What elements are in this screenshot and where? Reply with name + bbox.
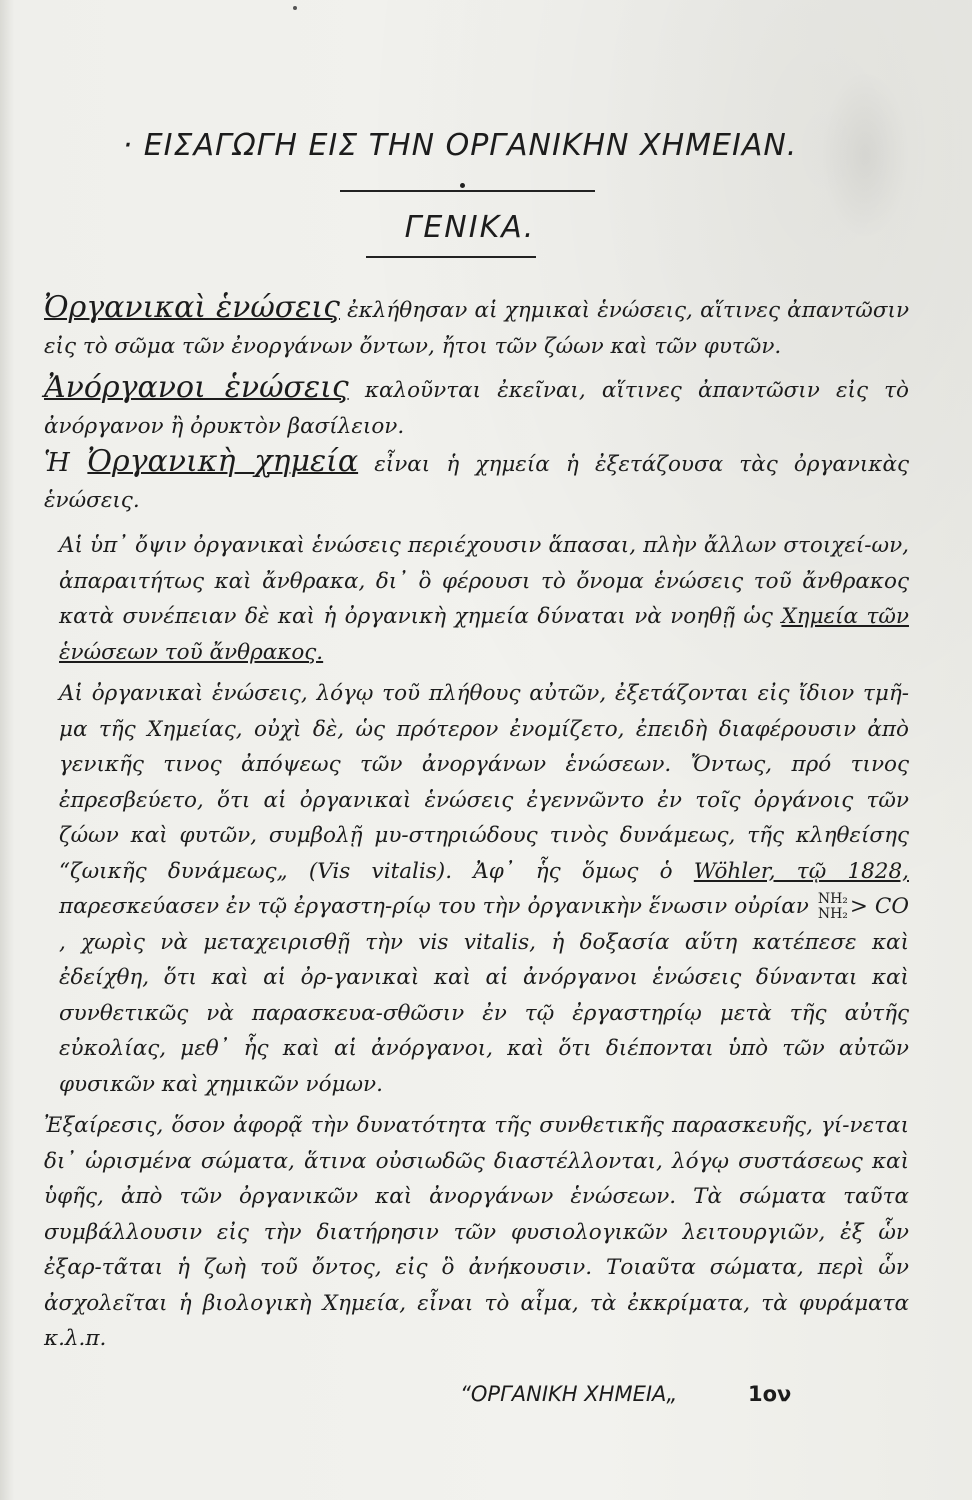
- footer: [460, 1382, 880, 1406]
- paragraph-lead: Ἡ: [44, 448, 88, 478]
- paragraph-organic-compounds: [4, 290, 909, 364]
- page-number: 1ον: [748, 1382, 792, 1406]
- underlined-phrase: Χημεία τῶν ἑνώσεων τοῦ ἄνθρακος.: [59, 604, 909, 665]
- paragraph-text: , χωρὶς νὰ μεταχειρισθῇ τὴν vis vitalis, ἡ δοξασία αὕτη κατέπεσε καὶ ἐδείχθη, ὅτι καὶ αἱ ὀρ-γανικαὶ καὶ αἱ ἀνόργανοι ἑνώσεις δύνανται καὶ συνθετικῶς νὰ παρασκευα-σθῶσιν ἐν τῷ ἐργαστηρίῳ μετὰ τῆς αὐτῆς εὐκολίας, μεθ᾽ ἧς καὶ αἱ ἀνόργανοι, καὶ ὅτι διέπονται ὑπὸ τῶν αὐτῶν φυσικῶν καὶ χημικῶν νόμων.: [59, 929, 909, 1097]
- paragraph-organic-chemistry: [4, 444, 909, 518]
- document-body: [4, 290, 909, 1357]
- section-heading: ΓΕΝΙΚΑ.: [404, 210, 536, 245]
- page-title: · ΕΙΣΑΓΩΓΗ ΕΙΣ ΤΗΝ ΟΡΓΑΝΙΚΗΝ ΧΗΜΕΙΑΝ.: [122, 128, 798, 163]
- paragraph-exceptions: [4, 1108, 909, 1357]
- paragraph-history: [4, 676, 909, 1102]
- term-organic-compounds: Ὀργανικαὶ ἑνώσεις: [44, 290, 340, 325]
- paragraph-text: ἐκλήθησαν αἱ χημικαὶ ἑνώσεις, αἵτινες ἀπαντῶσιν εἰς τὸ σῶμα τῶν ἐνοργάνων ὄντων, ἤτοι τῶν ζώων καὶ τῶν φυτῶν.: [44, 298, 910, 359]
- footer-label: “ΟΡΓΑΝΙΚΗ ΧΗΜΕΙΑ„: [460, 1382, 678, 1406]
- urea-formula: [818, 892, 848, 922]
- term-organic-chemistry: Ὀργανικὴ χημεία: [87, 444, 359, 479]
- paper-stain: [820, 70, 910, 240]
- ink-dot: [293, 6, 297, 10]
- underlined-wohler: Wöhler, τῷ 1828,: [693, 858, 909, 884]
- paragraph-text: εἶναι ἡ χημεία ἡ ἐξετάζουσα τὰς ὀργανικὰς ἑνώσεις.: [44, 452, 910, 513]
- formula-right: > CO: [849, 894, 909, 919]
- paragraph-text: Αἱ ὀργανικαὶ ἑνώσεις, λόγῳ τοῦ πλήθους αὐτῶν, ἐξετάζονται εἰς ἴδιον τμῆ-μα τῆς Χημείας, οὐχὶ δὲ, ὡς πρότερον ἐνομίζετο, ἐπειδὴ διαφέρουσιν ἀπὸ γενικῆς τινος ἀπόψεως τῶν ἀνοργάνων ἑνώσεων. Ὄντως, πρό τινος ἐπρεσβεύετο, ὅτι αἱ ὀργανικαὶ ἑνώσεις ἐγεννῶντο ἐν τοῖς ὀργάνοις τῶν ζώων καὶ φυτῶν, συμβολῇ μυ-στηριώδους τινὸς δυνάμεως, τῆς κληθείσης “ζωικῆς δυνάμεως„ (Vis vitalis). Ἀφ᾽ ἧς ὅμως ὁ: [59, 681, 909, 884]
- paragraph-text: Ἐξαίρεσις, ὅσον ἀφορᾷ τὴν δυνατότητα τῆς συνθετικῆς παρασκευῆς, γί-νεται δι᾽ ὡρισμένα σώματα, ἅτινα οὐσιωδῶς διαστέλλονται, λόγῳ συστάσεως καὶ ὑφῆς, ἀπὸ τῶν ὀργανικῶν καὶ ἀνοργάνων ἑνώσεων. Τὰ σώματα ταῦτα συμβάλλουσιν εἰς τὴν διατήρησιν τῶν φυσιολογικῶν λειτουργιῶν, ἐξ ὧν ἐξαρ-τᾶται ἡ ζωὴ τοῦ ὄντος, εἰς ὃ ἀνήκουσιν. Τοιαῦτα σώματα, περὶ ὧν ἀσχολεῖται ἡ βιολογικὴ Χημεία, εἶναι τὸ αἷμα, τὰ ἐκκρίματα, τὰ φυράματα κ.λ.π.: [44, 1113, 909, 1351]
- paragraph-text: Αἱ ὑπ᾽ ὄψιν ὀργανικαὶ ἑνώσεις περιέχουσιν ἅπασαι, πλὴν ἄλλων στοιχεί-ων, ἀπαραιτήτως καὶ ἄνθρακα, δι᾽ ὃ φέρουσι τὸ ὄνομα ἑνώσεις τοῦ ἄνθρακος κατὰ συνέπειαν δὲ καὶ ἡ ὀργανικὴ χημεία δύναται νὰ νοηθῇ ὡς: [59, 533, 909, 629]
- title-underline: [340, 190, 595, 192]
- term-inorganic-compounds: Ἀνόργανοι ἑνώσεις: [44, 370, 349, 405]
- title-dot: [460, 183, 465, 188]
- paragraph-text: παρεσκεύασεν ἐν τῷ ἐργαστη-ρίῳ του τὴν ὀργανικὴν ἕνωσιν οὐρίαν: [59, 894, 816, 919]
- paragraph-inorganic-compounds: [4, 370, 909, 444]
- section-heading-underline: [366, 256, 536, 258]
- paragraph-carbon-compounds: [4, 528, 909, 670]
- formula-bottom: NH₂: [817, 906, 848, 922]
- formula-top: NH₂: [817, 891, 848, 907]
- paragraph-text: καλοῦνται ἐκεῖναι, αἵτινες ἀπαντῶσιν εἰς τὸ ἀνόργανον ἢ ὀρυκτὸν βασίλειον.: [44, 378, 910, 439]
